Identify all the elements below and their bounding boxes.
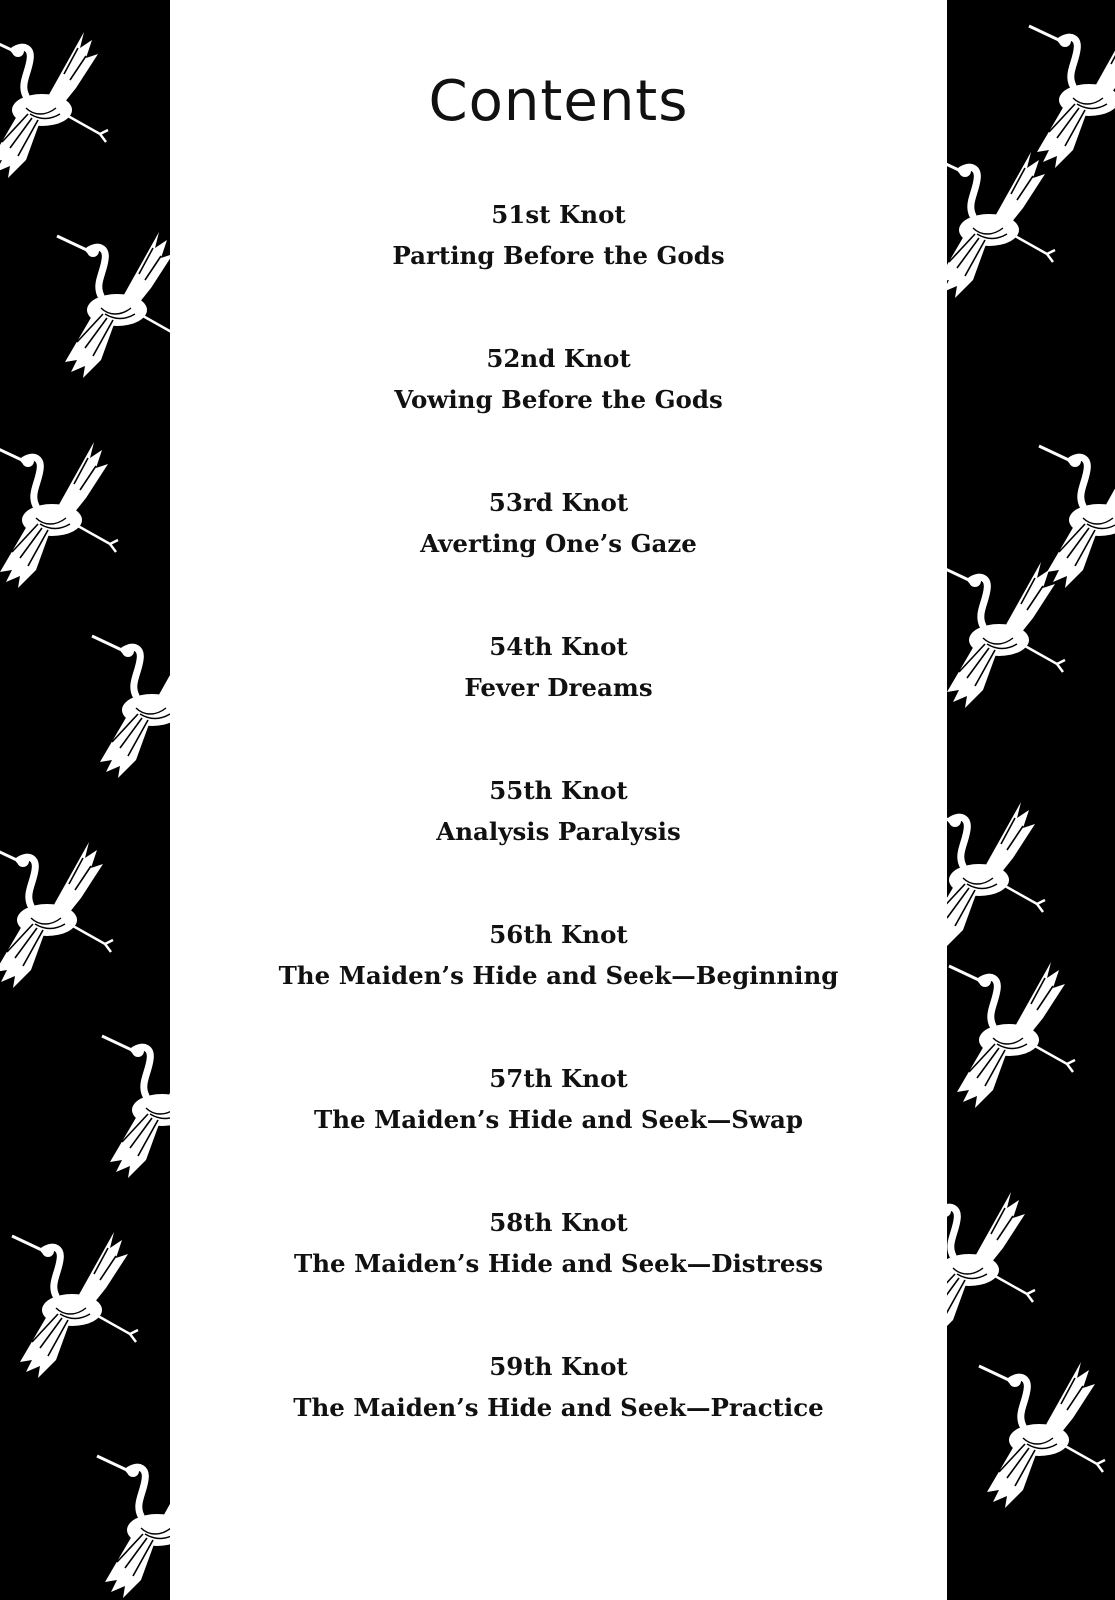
crane-icon bbox=[947, 800, 1047, 950]
chapter-title: The Maiden’s Hide and Seek—Practice bbox=[293, 1393, 824, 1422]
chapter-number: 54th Knot bbox=[489, 632, 628, 661]
crane-icon bbox=[977, 1360, 1107, 1510]
chapter-title: Fever Dreams bbox=[464, 673, 653, 702]
chapter-title: Vowing Before the Gods bbox=[394, 385, 723, 414]
chapter-title: Averting One’s Gaze bbox=[420, 529, 697, 558]
crane-icon bbox=[0, 840, 115, 990]
right-crane-pattern bbox=[947, 0, 1115, 1600]
chapter-number: 58th Knot bbox=[489, 1208, 628, 1237]
crane-icon bbox=[0, 30, 110, 180]
toc-entry[interactable] bbox=[170, 914, 947, 1058]
chapter-number: 57th Knot bbox=[489, 1064, 628, 1093]
table-of-contents bbox=[170, 194, 947, 1490]
crane-icon bbox=[947, 1190, 1037, 1340]
crane-icon bbox=[90, 630, 170, 780]
chapter-number: 53rd Knot bbox=[488, 488, 629, 517]
chapter-number: 55th Knot bbox=[489, 776, 628, 805]
toc-entry[interactable] bbox=[170, 1346, 947, 1490]
crane-icon bbox=[0, 440, 120, 590]
contents-page bbox=[170, 0, 947, 1600]
toc-entry[interactable] bbox=[170, 770, 947, 914]
crane-icon bbox=[1027, 20, 1115, 170]
chapter-number: 56th Knot bbox=[489, 920, 628, 949]
toc-entry[interactable] bbox=[170, 482, 947, 626]
crane-icon bbox=[55, 230, 170, 380]
chapter-number: 51st Knot bbox=[491, 200, 626, 229]
toc-entry[interactable] bbox=[170, 338, 947, 482]
chapter-title: The Maiden’s Hide and Seek—Swap bbox=[313, 1105, 804, 1134]
chapter-title: The Maiden’s Hide and Seek—Beginning bbox=[278, 961, 839, 990]
chapter-number: 52nd Knot bbox=[486, 344, 631, 373]
page-title: Contents bbox=[428, 69, 689, 134]
crane-icon bbox=[10, 1230, 140, 1380]
chapter-title: The Maiden’s Hide and Seek—Distress bbox=[294, 1249, 823, 1278]
toc-entry[interactable] bbox=[170, 1058, 947, 1202]
chapter-number: 59th Knot bbox=[489, 1352, 628, 1381]
crane-icon bbox=[947, 960, 1077, 1110]
left-crane-pattern bbox=[0, 0, 170, 1600]
crane-icon bbox=[947, 150, 1057, 300]
crane-icon bbox=[947, 560, 1067, 710]
toc-entry[interactable] bbox=[170, 194, 947, 338]
crane-icon bbox=[95, 1450, 170, 1600]
chapter-title: Analysis Paralysis bbox=[436, 817, 681, 846]
chapter-title: Parting Before the Gods bbox=[392, 241, 725, 270]
toc-entry[interactable] bbox=[170, 626, 947, 770]
crane-icon bbox=[100, 1030, 170, 1180]
toc-entry[interactable] bbox=[170, 1202, 947, 1346]
